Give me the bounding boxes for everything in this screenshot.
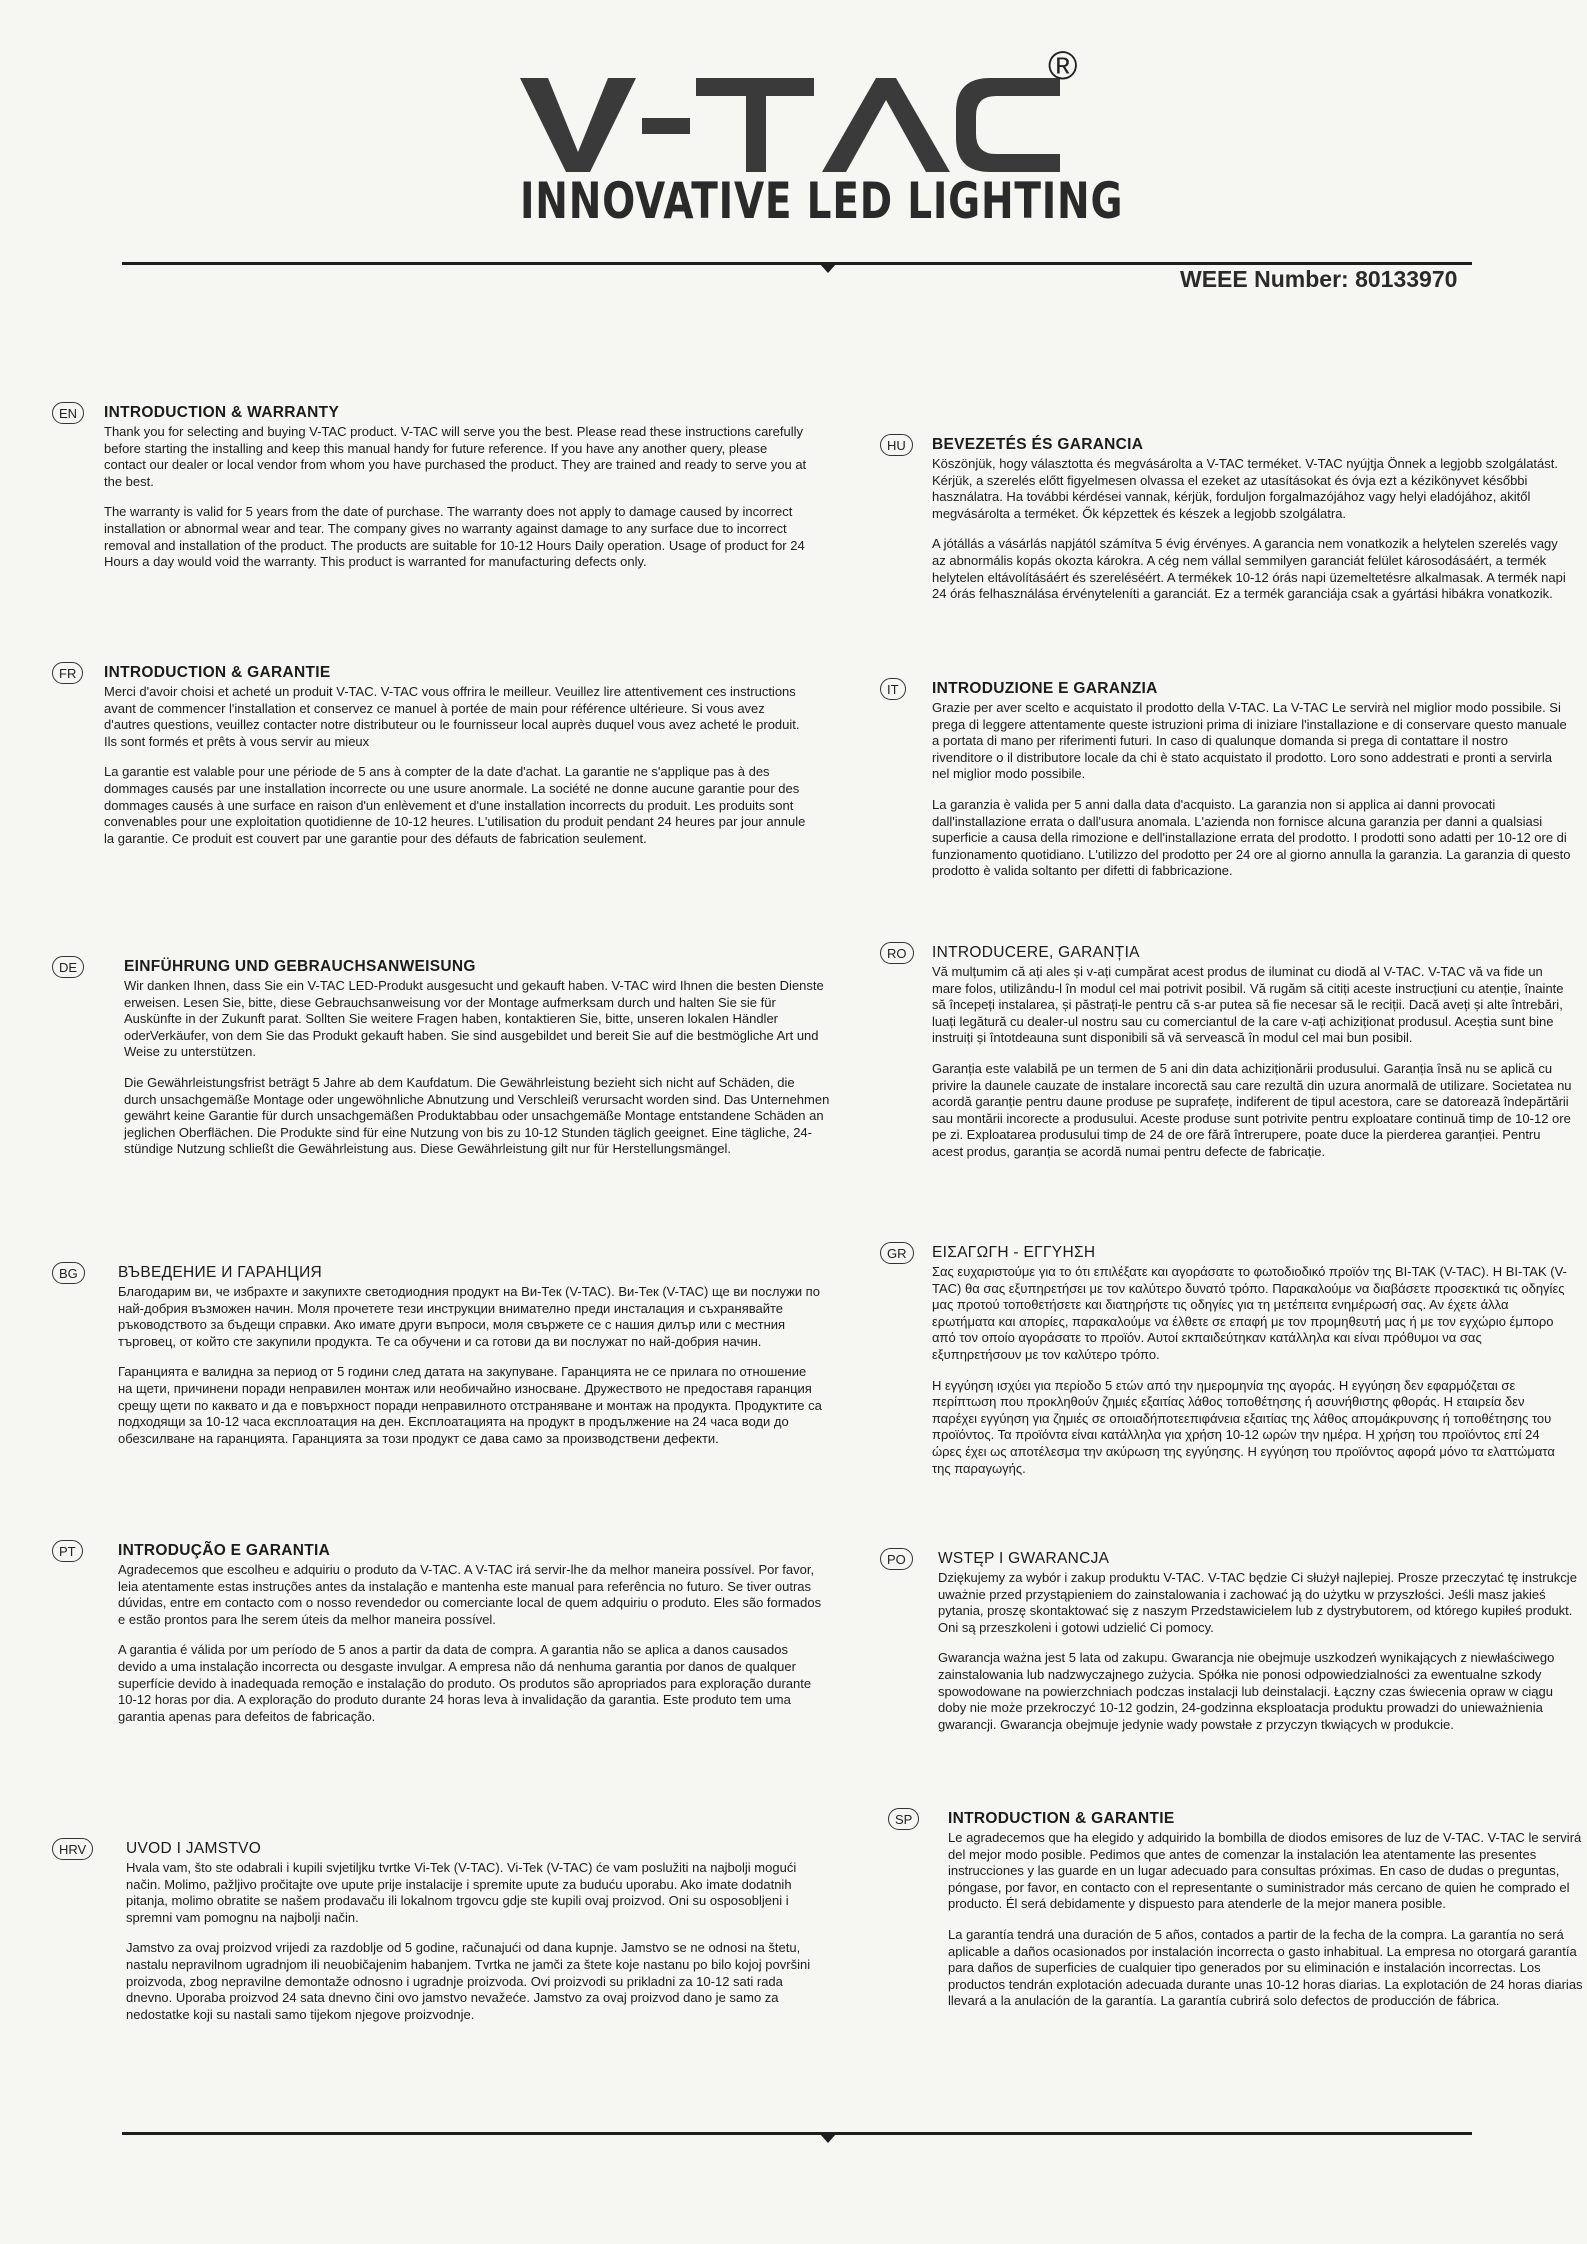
section-intro: Σας ευχαριστούμε για το ότι επιλέξατε και αγοράσατε το φωτοδιοδικό προϊόν της ΒΙ-ΤΑΚ (V-TAC). Η ΒΙ-ΤΑΚ (V-TAC) θα σας εξυπηρετήσει με τον καλύτερο δυνατό τρόπο. Παρακαλούμε να διαβάσετε προσεκτικά τις οδηγίες μας προτού τοποθετήσετε και διατηρήστε τις οδηγίες για τη μετέπειτα ενημέρωσή σας. Αν έχετε άλλα ερωτήματα και απορίες, παρακαλούμε να έλθετε σε επαφή με τον προμηθευτή μας ή με τον εγχώριο έμπορο από τον οποίο αγοράσατε το προϊόν. Αυτοί εκπαιδεύτηκαν κατάλληλα και είναι πρόθυμοι να σας εξυπηρετήσουν με τον καλύτερο τρόπο. — [932, 1264, 1567, 1362]
section-pt — [59, 1542, 824, 1739]
section-title: UVOD I JAMSTVO — [126, 1840, 262, 1857]
section-warranty: Garanția este valabilă pe un termen de 5 ani din data achiziționării produsului. Garanția însă nu se aplică cu privire la daunele cauzate de instalare incorectă sau care rezultă din uzura anormală de utilizare. Societatea nu acordă garanție pentru daune produse pe suprafețe, indiferent de tipul acestora, care se datorează îndepărtării sau montării incorecte a produsului. Aceste produse sunt potrivite pentru exploatare continuă timp de 10-12 ore pe zi. Exploatarea produsului timp de 24 de ore fără întrerupere, poate duce la pierderea garanției. Pentru acest produs, garanția se acordă numai pentru defecte de fabricație. — [932, 1060, 1572, 1159]
section-warranty: Die Gewährleistungsfrist beträgt 5 Jahre ab dem Kaufdatum. Die Gewährleistung bezieht sich nicht auf Schäden, die durch unsachgemäße Montage oder ungewöhnliche Abnutzung und Verschleiß verursacht worden sind. Das Unternehmen gewährt keine Garantie für durch unsachgemäßen Produktabbau oder unsachgemäße Montage entstandene Schäden an jeglichen Oberflächen. Die Produkte sind für eine Nutzung von bis zu 10-12 Stunden täglich geeignet. Eine tägliche, 24-stündige Nutzung schließt die Gewährleistung aus. Diese Gewährleistung gilt nur für Herstellungsmängel. — [124, 1074, 830, 1157]
section-intro: Grazie per aver scelto e acquistato il prodotto della V-TAC. La V-TAC Le servirà nel miglior modo possibile. Si prega di leggere attentamente queste istruzioni prima di iniziare l'installazione e di conservare questo manuale a portata di mano per riferimenti futuri. In caso di qualunque domanda si prega di contattare il nostro rivenditore o il distributore locale da chi è stato acquistato il prodotto. Loro sono addestrati e pronti a servirla nel miglior modo possibile. — [932, 700, 1567, 782]
section-warranty: A garantia é válida por um período de 5 anos a partir da data de compra. A garantia não se aplica a danos causados devido a uma instalação incorrecta ou desgaste invulgar. A empresa não dá nenhuma garantia por danos de qualquer superfície devido à inadequada remoção e instalação do produto. Os produtos são apropriados para exploração durante 10-12 horas por dia. A exploração do produto durante 24 horas leva à invalidação da garantia. Este produto tem uma garantia apenas para defeitos de fabricação. — [118, 1642, 812, 1724]
language-badge: PO — [880, 1548, 913, 1570]
section-intro: Vă mulțumim că ați ales și v-ați cumpărat acest produs de iluminat cu diodă al V-TAC. V-TAC vă va fide un mare folos, utilizându-l în modul cel mai potrivit posibil. Vă rugăm să citiți aceste instrucțiuni cu atenție, înainte să începeți instalarea, și păstrați-le pentru că s-ar putea să fie necesar să le reciții. Dacă aveți și alte întrebări, luați legătură cu dealer-ul nostru sau cu comerciantul de la care v-ați achiziționat produsul. Aceștia sunt bine instruiți și întotdeauna sunt disponibili să vă servească în modul cel mai bun posibil. — [932, 964, 1564, 1046]
section-intro: Thank you for selecting and buying V-TAC product. V-TAC will serve you the best. Please read these instructions carefully before starting the installing and keep this manual handy for future reference. If you have any another query, please contact our dealer or local vendor from whom you have purchased the product. They are trained and ready to serve you at the best. — [104, 424, 807, 489]
section-intro: Hvala vam, što ste odabrali i kupili svjetiljku tvrtke Vi-Tek (V-TAC). Vi-Tek (V-TAC) će vam poslužiti na najbolji mogući način. Molimo, pažljivo pročitajte ove upute prije instalacije i spremite upute za buduću uporabu. Ako imate dodatnih pitanja, molimo obratite se našem prodavaču ili lokalnom trgovcu gdje ste kupili ovaj proizvod. Oni su osposobljeni i spremni vam pomognu na najbolji način. — [126, 1860, 797, 1925]
section-title: INTRODUCTION & GARANTIE — [948, 1810, 1175, 1827]
language-badge: EN — [52, 402, 84, 424]
language-badge: GR — [880, 1242, 914, 1264]
section-title: INTRODUCERE, GARANȚIA — [932, 944, 1140, 961]
tagline: INNOVATIVE LED LIGHTING — [520, 172, 1124, 230]
section-intro: Wir danken Ihnen, dass Sie ein V-TAC LED-Produkt ausgesucht und gekauft haben. V-TAC wird Ihnen die besten Dienste erweisen. Lesen Sie, bitte, diese Gebrauchsanweisung vor der Montage aufmerksam durch und halten Sie sie für Auskünfte in der Zukunft parat. Sollten Sie weitere Fragen haben, kontaktieren Sie, bitte, unseren lokalen Händler oderVerkäufer, von dem Sie das Produkt gekauft haben. Sie sind ausgebildet und bereit Sie auf die bestmögliche Art und Weise zu unterstützen. — [124, 978, 824, 1060]
header-rule-notch — [820, 264, 836, 273]
language-badge: RO — [880, 942, 914, 964]
section-title: INTRODUCTION & WARRANTY — [104, 404, 340, 421]
header-rule — [122, 262, 1472, 265]
section-intro: Dziękujemy za wybór i zakup produktu V-TAC. V-TAC będzie Ci służył najlepiej. Prosze przeczytać tę instrukcje uważnie przed przystąpieniem do zainstalowania i zachować ją do użytku w przyszłości. Jeśli masz jakieś pytania, proszę skontaktować się z naszym Przedstawicielem lub z dystrybutorem, od którego kupiłeś produkt. Oni są przeszkoleni i gotowi udzielić Ci pomocy. — [938, 1570, 1577, 1635]
section-it — [887, 680, 1572, 894]
language-badge: IT — [880, 678, 906, 700]
section-intro: Köszönjük, hogy választotta és megvásárolta a V-TAC terméket. V-TAC nyújtja Önnek a legjobb szolgálatást. Kérjük, a szerelés előtt figyelmesen olvassa el ezeket az utasításokat és óvja ezt a kézikönyvet későbbi használatra. Ha további kérdései vannak, kérjük, forduljon forgalmazójához vagy helyi eladójához, akitől megvásárolta a terméket. Ők képzettek és készek a legjobb szolgálatra. — [932, 456, 1558, 521]
footer-rule-notch — [820, 2134, 836, 2143]
section-de — [59, 958, 830, 1172]
weee-number: WEEE Number: 80133970 — [1180, 266, 1458, 292]
section-en — [59, 404, 810, 585]
section-warranty: La garanzia è valida per 5 anni dalla data d'acquisto. La garanzia non si applica ai danni provocati dall'installazione errata o dall'usura anomala. L'azienda non fornisce alcuna garanzia per danni a qualsiasi superficie a causa della rimozione e dell'installazione errata del prodotto. I prodotti sono adatti per 10-12 ore di funzionamento quotidiano. L'utilizzo del prodotto per 24 ore al giorno annulla la garanzia. La garanzia di questo prodotto è valida soltanto per difetti di fabbricazione. — [932, 796, 1571, 879]
section-hrv — [59, 1840, 832, 2037]
section-fr — [59, 664, 810, 861]
registered-mark: ® — [1048, 44, 1078, 88]
section-warranty: Гаранцията е валидна за период от 5 години след датата на закупуване. Гаранцията не се прилага по отношение на щети, причинени поради неправилен монтаж или необичайно износване. Дружеството не предоставя гаранция срещу щети по каквато и да е повърхност поради неправилното отстраняване и монтаж на продукта. Продуктите са подходящи за 10-12 часа експлоатация на ден. Експлоатацията на продукт в продължение на 24 часа води до обезсилване на гаранцията. Гаранцията за този продукт се дава само за производствени дефекти. — [118, 1364, 822, 1446]
section-title: INTRODUCTION & GARANTIE — [104, 664, 331, 681]
section-intro: Le agradecemos que ha elegido y adquirido la bombilla de diodos emisores de luz de V-TAC. V-TAC le servirá del mejor modo posible. Pedimos que antes de comenzar la instalación lea atentamente las presentes instrucciones y las guarde en un lugar adecuado para consultas próximas. En caso de dudas o preguntas, póngase, por favor, en contacto con el representante o suministrador más cercano de quien he comprado el producto. Él será debidamente y dispuesto para atenderle de la mejor manera posible. — [948, 1830, 1582, 1912]
section-intro: Merci d'avoir choisi et acheté un produit V-TAC. V-TAC vous offrira le meilleur. Veuillez lire attentivement ces instructions avant de commencer l'installation et conservez ce manuel à portée de main pour référence ultérieure. Si vous avez d'autres questions, veuillez contacter notre distributeur ou le fournisseur local auprès duquel vous avez acheté le produit. Ils sont formés et prêts à vous servir au mieux — [104, 684, 800, 749]
section-title: EINFÜHRUNG UND GEBRAUCHSANWEISUNG — [124, 958, 476, 975]
section-title: BEVEZETÉS ÉS GARANCIA — [932, 436, 1144, 453]
section-intro: Благодарим ви, че избрахте и закупихте светодиодния продукт на Ви-Тек (V-TAC). Ви-Тек (V-TAC) ще ви послужи по най-добрия възможен начин. Моля прочетете тези инструкции внимателно преди инсталация и съхранявайте ръководството за бъдещи справки. Ако имате други въпроси, моля свържете се с нашия дилър или с местния търговец, от който сте закупили продукта. Те са обучени и са готови да ви послужат по най-добрия начин. — [118, 1284, 820, 1349]
section-title: INTRODUZIONE E GARANZIA — [932, 680, 1158, 697]
language-badge: BG — [52, 1262, 85, 1284]
section-title: ВЪВЕДЕНИЕ И ГАРАНЦИЯ — [118, 1264, 323, 1281]
section-po — [887, 1550, 1578, 1747]
section-title: ΕΙΣΑΓΩΓΗ - ΕΓΓΥΗΣΗ — [932, 1244, 1096, 1261]
language-badge: PT — [52, 1540, 83, 1562]
section-gr — [887, 1244, 1572, 1491]
section-intro: Agradecemos que escolheu e adquiriu o produto da V-TAC. A V-TAC irá servir-lhe da melhor maneira possível. Por favor, leia atentamente estas instruções antes da instalação e mantenha este manual para referência no futuro. Se tiver outras dúvidas, entre em contacto com o nosso revendedor ou comerciante local de quem adquiriu o produto. Eles são formados e estão prontos para lhe serem úteis da melhor maneira possível. — [118, 1562, 822, 1627]
section-title: INTRODUÇÃO E GARANTIA — [118, 1542, 331, 1559]
language-badge: HU — [880, 434, 913, 456]
language-badge: DE — [52, 956, 84, 978]
section-ro — [887, 944, 1572, 1175]
section-title: WSTĘP I GWARANCJA — [938, 1550, 1110, 1567]
section-warranty: La garantía tendrá una duración de 5 años, contados a partir de la fecha de la compra. La garantía no será aplicable a daños ocasionados por instalación incorrecta o gasto inhabitual. La empresa no otorgará garantía para daños de superficies de cualquier tipo generados por su eliminación e instalación incorrectas. Los productos tendrán explotación adecuada durante unas 10-12 horas diarias. La explotación de 24 horas diarias llevará a la anulación de la garantía. La garantía cubrirá solo defectos de producción de fábrica. — [948, 1926, 1583, 2009]
section-warranty: La garantie est valable pour une période de 5 ans à compter de la date d'achat. La garantie ne s'applique pas à des dommages causés par une installation incorrecte ou une usure anormale. La société ne donne aucune garantie pour des dommages causés à une surface en raison d'un enlèvement et d'une installation incorrects du produit. Les produits sont convenables pour une exploitation quotidienne de 10-12 heures. L'utilisation du produit pendant 24 heures par jour annule la garantie. Ce produit est couvert par une garantie pour des défauts de fabrication seulement. — [104, 764, 806, 846]
language-badge: HRV — [52, 1838, 93, 1860]
section-warranty: Gwarancja ważna jest 5 lata od zakupu. Gwarancja nie obejmuje uszkodzeń wynikających z niewłaściwego zainstalowania lub nadzwyczajnego zużycia. Spółka nie ponosi odpowiedzialności za ewentualne szkody spowodowane na powierzchniach podczas instalacji lub deinstalacji. Łączny czas świecenia opraw w ciągu doby nie może przekroczyć 10-12 godzin, 24-godzinna eksploatacja produktu prowadzi do unieważnienia gwarancji. Gwarancja obejmuje jedynie wady powstałe z przyczyn tkwiących w produkcie. — [938, 1650, 1555, 1732]
section-bg — [59, 1264, 824, 1461]
language-badge: FR — [52, 662, 83, 684]
section-sp — [895, 1810, 1587, 2024]
section-warranty: The warranty is valid for 5 years from the date of purchase. The warranty does not apply to damage caused by incorrect installation or abnormal wear and tear. The company gives no warranty against damage to any surface due to incorrect removal and installation of the product. The products are suitable for 10-12 Hours Daily operation. Usage of product for 24 Hours a day would void the warranty. This product is warranted for manufacturing defects only. — [104, 504, 805, 570]
section-warranty: Η εγγύηση ισχύει για περίοδο 5 ετών από την ημερομηνία της αγοράς. Η εγγύηση δεν εφαρμόζεται σε περίπτωση που προκληθούν ζημιές εξαιτίας λάθος τοποθέτησης ή ασυνήθιστης φθοράς. Η εταιρεία δεν παρέχει εγγύηση για ζημιές σε οποιαδήποτεεπιφάνεια εξαιτίας της λάθος απομάκρυνσης ή τοποθέτησης του προϊόντος. Τα προϊόντα είναι κατάλληλα για χρήση 10-12 ωρών την ημέρα. Η χρήση του προϊόντος επί 24 ώρες έχει ως αποτέλεσμα την ακύρωση της εγγύησης. Η εγγύηση του προϊόντος αφορά μόνο τα ελαττώματα της παραγωγής. — [932, 1377, 1555, 1476]
section-hu — [887, 436, 1572, 617]
footer-rule — [122, 2132, 1472, 2135]
language-badge: SP — [888, 1808, 919, 1830]
section-warranty: A jótállás a vásárlás napjától számítva 5 évig érvényes. A garancia nem vonatkozik a helytelen szerelés vagy az abnormális kopás okozta károkra. A cég nem vállal semmilyen garanciát felület károsodásáért, a termék helytelen eltávolításáért és szereléséért. A termékek 10-12 órás napi üzemeltetésre alkalmasak. A termék napi 24 órás felhasználása érvényteleníti a garanciát. Ez a termék garanciája csak a gyártási hibákra vonatkozik. — [932, 536, 1566, 602]
section-warranty: Jamstvo za ovaj proizvod vrijedi za razdoblje od 5 godine, računajući od dana kupnje. Jamstvo se ne odnosi na štetu, nastalu nepravilnom ugradnjom ili neuobičajenim habanjem. Tvrtka ne jamči za štete koje nastanu po bilo kojoj površini proizvoda, zbog nepravilne demontaže odnosno i ugradnje proizvoda. Ovi proizvodi su prikladni za 10-12 sati rada dnevno. Uporaba proizvod 24 sata dnevno čini ovo jamstvo nevažeće. Jamstvo za ovaj proizvod dano je samo za nedostatke koji su nastali samo tijekom njegove proizvodnje. — [126, 1940, 811, 2022]
